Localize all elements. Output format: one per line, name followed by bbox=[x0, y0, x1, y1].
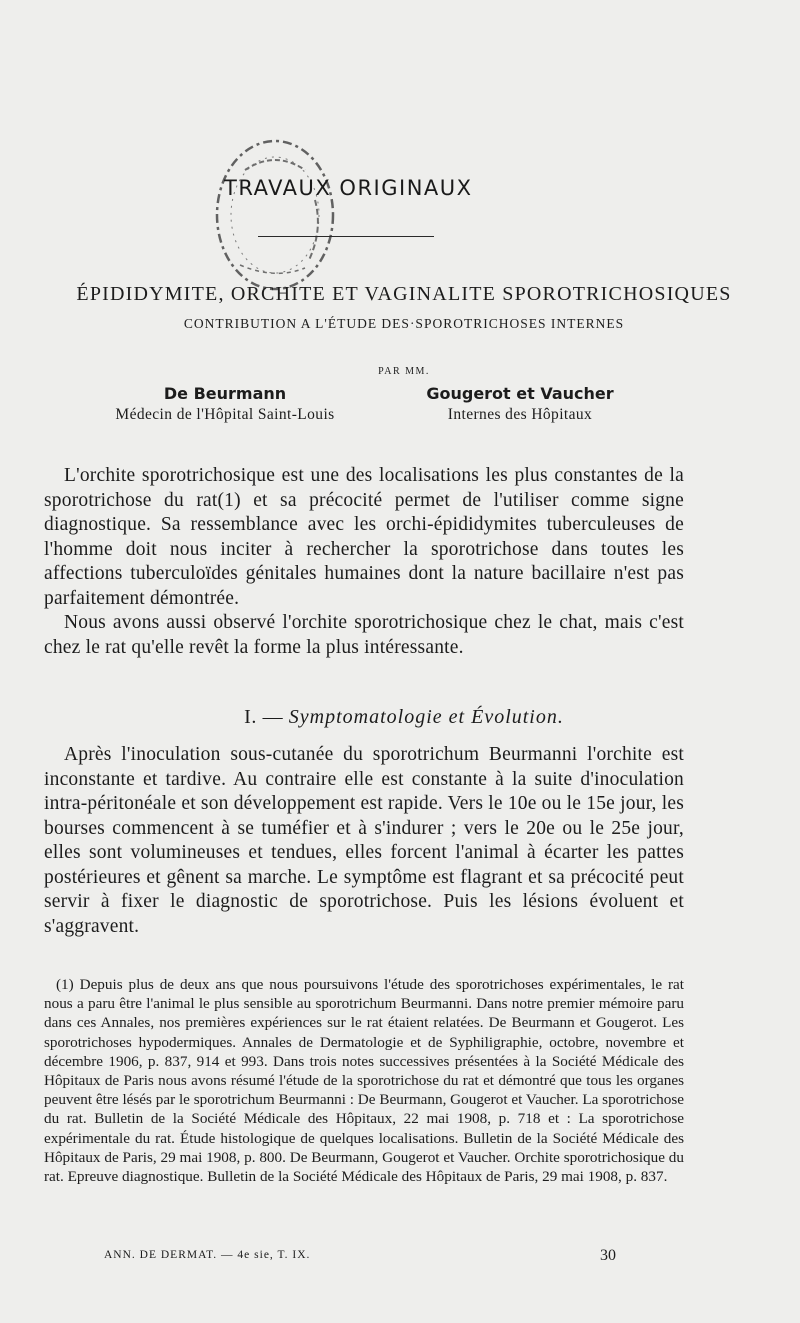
running-footer: ANN. DE DERMAT. — 4e sie, T. IX. bbox=[104, 1249, 311, 1261]
section-heading-title: Symptomatologie et Évolution. bbox=[288, 706, 564, 728]
author-name: De Beurmann bbox=[163, 384, 287, 403]
footnote bbox=[44, 975, 684, 1186]
library-stamp-icon bbox=[205, 130, 345, 300]
paragraph: Nous avons aussi observé l'orchite sporotrichosique chez le chat, mais c'est chez le rat qu'elle revêt la forme la plus intéressante. bbox=[44, 612, 684, 658]
intro-text bbox=[44, 464, 684, 660]
author-block bbox=[415, 384, 625, 426]
section-heading bbox=[44, 706, 764, 729]
paragraph: Après l'inoculation sous-cutanée du sporotrichum Beurmanni l'orchite est inconstante et tardive. Au contraire elle est constante à la suite d'inoculation intra-péritonéale et son développement est rapide. Vers le 10e ou le 15e jour, les bourses commencent à se tuméfier et à s'indurer ; vers le 20e ou le 25e jour, elles sont volumineuses et tendues, elles forcent l'animal à écarter les pattes postérieures et gênent sa marche. Le symptôme est flagrant et sa précocité peut servir à fixer le diagnostic de sporotrichose. Puis les lésions évoluent et s'aggravent. bbox=[44, 744, 684, 937]
author-block bbox=[110, 384, 340, 426]
page-number: 30 bbox=[600, 1247, 616, 1264]
author-role: Internes des Hôpitaux bbox=[447, 406, 593, 423]
footnote-text: (1) Depuis plus de deux ans que nous poursuivons l'étude des sporotrichoses expérimentales, le rat nous a paru être l'animal le plus sensible au sporotrichum Beurmanni. Dans notre premier mémoire paru dans ces Annales, nos premières expériences sur le rat étaient relatées. De Beurmann et Gougerot. Les sporotrichoses hypodermiques. Annales de Dermatologie et de Syphiligraphie, octobre, novembre et décembre 1906, p. 837, 914 et 993. Dans trois notes successives présentées à la Société Médicale des Hôpitaux de Paris nous avons résumé l'étude de la sporotrichose du rat et démontré que tous les organes peuvent être lésés par le sporotrichum Beurmanni : De Beurmann, Gougerot et Vaucher. La sporotrichose du rat. Bulletin de la Société Médicale des Hôpitaux, 22 mai 1908, p. 718 et : La sporotrichose expérimentale du rat. Étude histologique de quelques localisations. Bulletin de la Société Médicale des Hôpitaux de Paris, 29 mai 1908, p. 800. De Beurmann, Gougerot et Vaucher. Orchite sporotrichosique du rat. Epreuve diagnostique. Bulletin de la Société Médicale des Hôpitaux de Paris, 29 mai 1908, p. 837. bbox=[44, 976, 684, 1186]
article-title: ÉPIDIDYMITE, ORCHITE ET VAGINALITE SPOROTRICHOSIQUES bbox=[76, 283, 732, 305]
author-name: Gougerot et Vaucher bbox=[426, 384, 614, 403]
article-subtitle: CONTRIBUTION A L'ÉTUDE DES·SPOROTRICHOSES INTERNES bbox=[183, 316, 625, 331]
author-role: Médecin de l'Hôpital Saint-Louis bbox=[115, 406, 335, 423]
section-number: I. — bbox=[244, 706, 284, 728]
title-rule-divider bbox=[258, 236, 434, 237]
paragraph: L'orchite sporotrichosique est une des localisations les plus constantes de la sporotrichose du rat(1) et sa précocité permet de l'utiliser comme signe diagnostique. Sa ressemblance avec les orchi-épididymites tuberculeuses de l'homme doit nous inciter à rechercher la sporotrichose dans toutes les affections tuberculoïdes génitales humaines dont la nature bacillaire n'est pas parfaitement démontrée. bbox=[44, 465, 684, 609]
section-title: TRAVAUX ORIGINAUX bbox=[224, 176, 473, 200]
authors-intro: PAR MM. bbox=[378, 366, 430, 377]
section-text bbox=[44, 743, 684, 939]
